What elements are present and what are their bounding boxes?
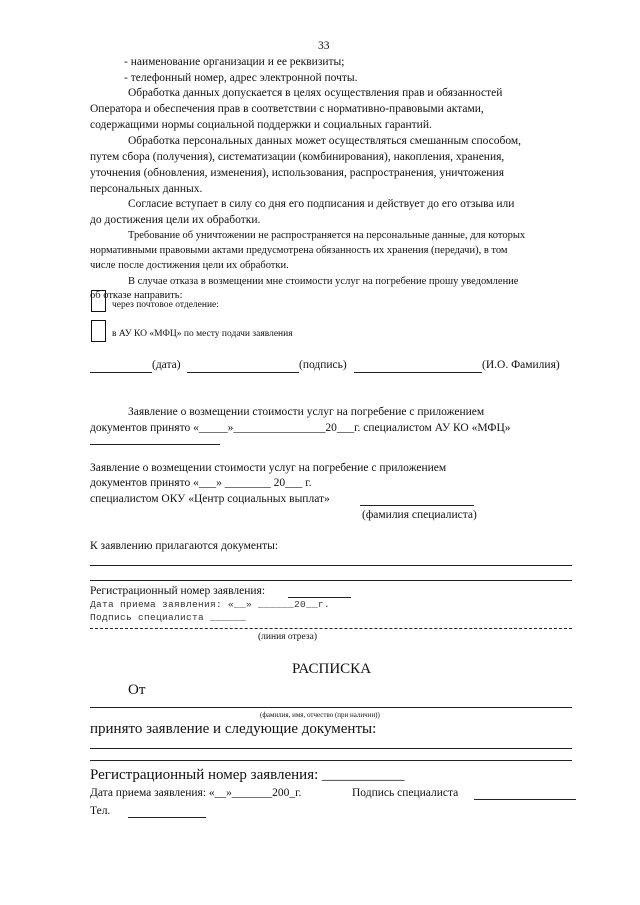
documents-line[interactable]: [90, 580, 572, 581]
paragraph-line: персональных данных.: [90, 183, 203, 195]
reg-date: Дата приема заявления: «__» ______20__г.: [90, 599, 331, 610]
receipt-accepted: принято заявление и следующие документы:: [90, 721, 377, 737]
reg-sign: Подпись специалиста ______: [90, 612, 247, 623]
csv-accept-line: документов принято «___» ________ 20___ г.: [90, 477, 312, 489]
mfc-specialist-line[interactable]: [90, 444, 220, 445]
paragraph-line: нормативными правовыми актами предусмотрена обязанность их хранения (передачи), в том: [90, 245, 508, 256]
paragraph-line: Оператора и обеспечения прав в соответствии с нормативно-правовыми актами,: [90, 103, 484, 115]
receipt-tel-label: Тел.: [90, 805, 111, 817]
receipt-sign-line[interactable]: [474, 799, 576, 800]
list-item: - наименование организации и ее реквизиты;: [124, 56, 345, 68]
fio-caption: (фамилия, имя, отчество (при наличии)): [260, 711, 380, 719]
receipt-tel-line[interactable]: [128, 817, 206, 818]
reg-number-line[interactable]: [288, 597, 351, 598]
name-line[interactable]: [354, 372, 482, 373]
post-office-checkbox[interactable]: [91, 290, 106, 312]
fio-line[interactable]: [90, 707, 572, 708]
signature-caption: (подпись): [299, 359, 347, 371]
date-caption: (дата): [152, 359, 181, 371]
mfc-checkbox[interactable]: [91, 320, 106, 342]
receipt-documents-line[interactable]: [90, 748, 572, 749]
paragraph-line: содержащими нормы социальной поддержки и социальных гарантий.: [90, 119, 432, 131]
specialist-surname-caption: (фамилия специалиста): [362, 509, 477, 521]
receipt-date: Дата приема заявления: «__»_______200_г.: [90, 787, 302, 799]
documents-line[interactable]: [90, 565, 572, 566]
page-number: 33: [318, 40, 330, 52]
paragraph-line: Обработка данных допускается в целях осуществления прав и обязанностей: [128, 87, 503, 99]
receipt-reg-number: Регистрационный номер заявления: ___________: [90, 767, 405, 783]
receipt-documents-line[interactable]: [90, 760, 572, 761]
mfc-accept-line: документов принято «_____»________________20___г. специалистом АУ КО «МФЦ»: [90, 422, 511, 434]
signature-line[interactable]: [187, 372, 299, 373]
reg-number-label: Регистрационный номер заявления:: [90, 585, 266, 597]
post-office-label: через почтовое отделение:: [112, 300, 219, 310]
csv-accept-line: Заявление о возмещении стоимости услуг на погребение с приложением: [90, 462, 447, 474]
csv-accept-line: специалистом ОКУ «Центр социальных выплат»: [90, 493, 330, 505]
cut-line: [90, 628, 572, 629]
list-item: - телефонный номер, адрес электронной почты.: [124, 72, 358, 84]
paragraph-line: до достижения цели их обработки.: [90, 214, 261, 226]
paragraph-line: Требование об уничтожении не распространяется на персональные данные, для которых: [128, 230, 526, 241]
paragraph-line: путем сбора (получения), систематизации (комбинирования), накопления, хранения,: [90, 151, 505, 163]
attached-documents-title: К заявлению прилагаются документы:: [90, 540, 279, 552]
csv-specialist-line[interactable]: [360, 505, 474, 506]
receipt-title: РАСПИСКА: [292, 661, 372, 677]
receipt-from: От: [128, 682, 146, 698]
receipt-sign-label: Подпись специалиста: [352, 787, 459, 799]
paragraph-line: уточнения (обновления, изменения), использования, распространения, уничтожения: [90, 167, 505, 179]
paragraph-line: Обработка персональных данных может осуществляться смешанным способом,: [128, 135, 522, 147]
paragraph-line: об отказе направить:: [90, 290, 183, 301]
paragraph-line: Согласие вступает в силу со дня его подписания и действует до его отзыва или: [128, 198, 515, 210]
paragraph-line: В случае отказа в возмещении мне стоимости услуг на погребение прошу уведомление: [128, 276, 519, 287]
paragraph-line: числе после достижения цели их обработки.: [90, 260, 289, 271]
name-caption: (И.О. Фамилия): [482, 359, 560, 371]
cut-line-caption: (линия отреза): [258, 632, 318, 642]
mfc-label: в АУ КО «МФЦ» по месту подачи заявления: [112, 329, 293, 339]
date-line[interactable]: [90, 372, 152, 373]
mfc-accept-line: Заявление о возмещении стоимости услуг на погребение с приложением: [128, 406, 485, 418]
